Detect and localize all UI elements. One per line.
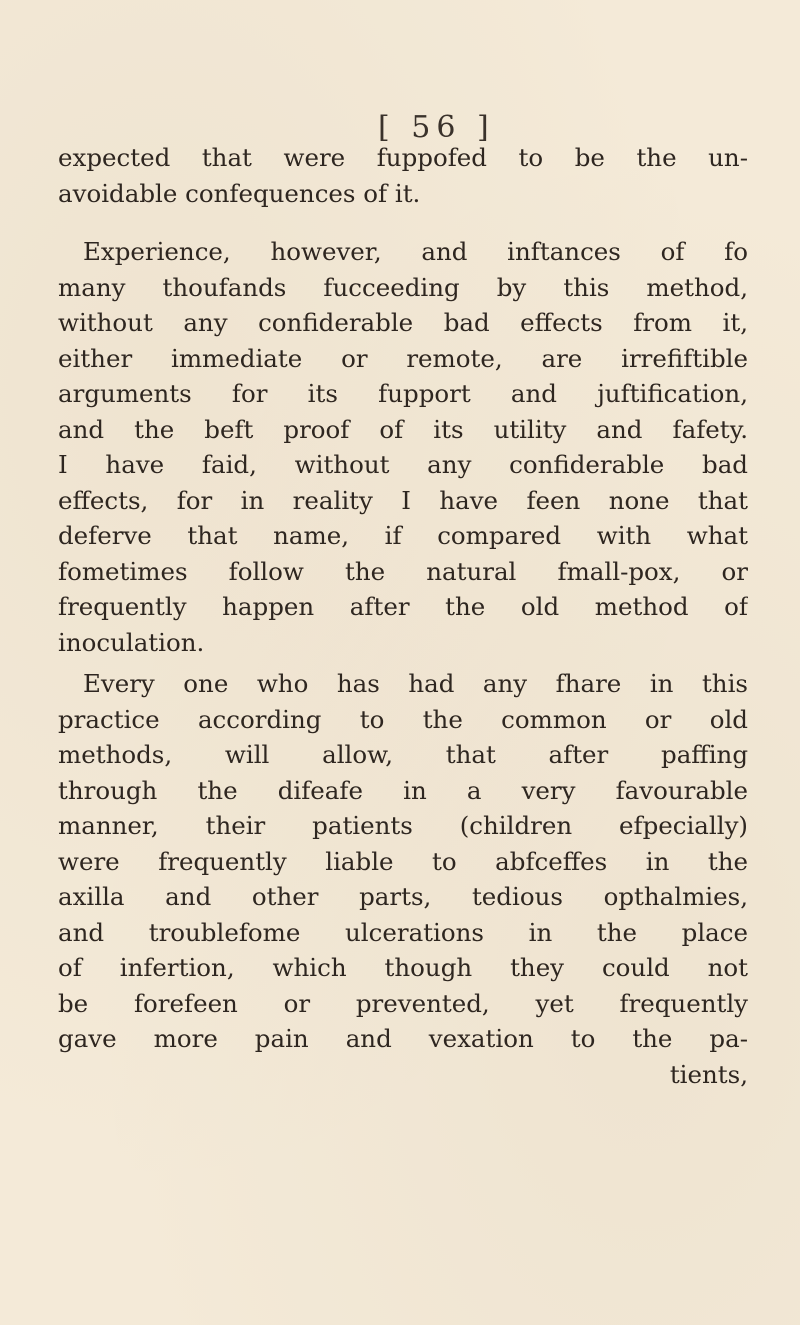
catchword: tients, bbox=[669, 1059, 748, 1089]
text-line: axilla and other parts, tedious opthalmies, bbox=[58, 882, 748, 911]
text-line: inoculation. bbox=[58, 627, 205, 657]
page-number: [ 56 ] bbox=[378, 110, 495, 145]
text-line: of infertion, which though they could not bbox=[58, 953, 748, 982]
text-line: avoidable confequences of it. bbox=[58, 178, 421, 208]
text-line: effects, for in reality I have feen none that bbox=[58, 485, 748, 515]
text-line: Experience, however, and inftances of fo bbox=[83, 237, 748, 266]
text-line: and the beft proof of its utility and fafety. bbox=[58, 414, 748, 444]
text-line: either immediate or remote, are irrefiftible bbox=[58, 343, 748, 373]
text-line: were frequently liable to abfceffes in the bbox=[58, 846, 748, 876]
text-line: without any confiderable bad effects from it, bbox=[58, 308, 748, 337]
text-line: arguments for its fupport and juftification, bbox=[58, 379, 748, 408]
text-line: methods, will allow, that after paffing bbox=[58, 740, 748, 769]
text-line: and troublefome ulcerations in the place bbox=[58, 917, 748, 947]
text-line: fometimes follow the natural fmall-pox, or bbox=[58, 556, 748, 586]
text-line: through the difeafe in a very favourable bbox=[58, 775, 748, 805]
paragraph-3 bbox=[58, 666, 748, 1092]
text-line: manner, their patients (children efpecially) bbox=[58, 811, 748, 840]
text-line: deferve that name, if compared with what bbox=[58, 521, 748, 550]
text-line: I have faid, without any confiderable bad bbox=[58, 450, 748, 479]
text-line: practice according to the common or old bbox=[58, 704, 748, 734]
text-line: many thoufands fucceeding by this method, bbox=[58, 272, 748, 302]
text-line: expected that were fuppofed to be the un- bbox=[58, 143, 748, 172]
text-line: be forefeen or prevented, yet frequently bbox=[58, 988, 748, 1018]
text-line: frequently happen after the old method of bbox=[58, 592, 748, 621]
text-line: gave more pain and vexation to the pa- bbox=[58, 1024, 748, 1053]
paragraph-2 bbox=[58, 234, 748, 660]
text-line: Every one who has had any fhare in this bbox=[83, 669, 748, 698]
paragraph-1 bbox=[58, 140, 748, 211]
